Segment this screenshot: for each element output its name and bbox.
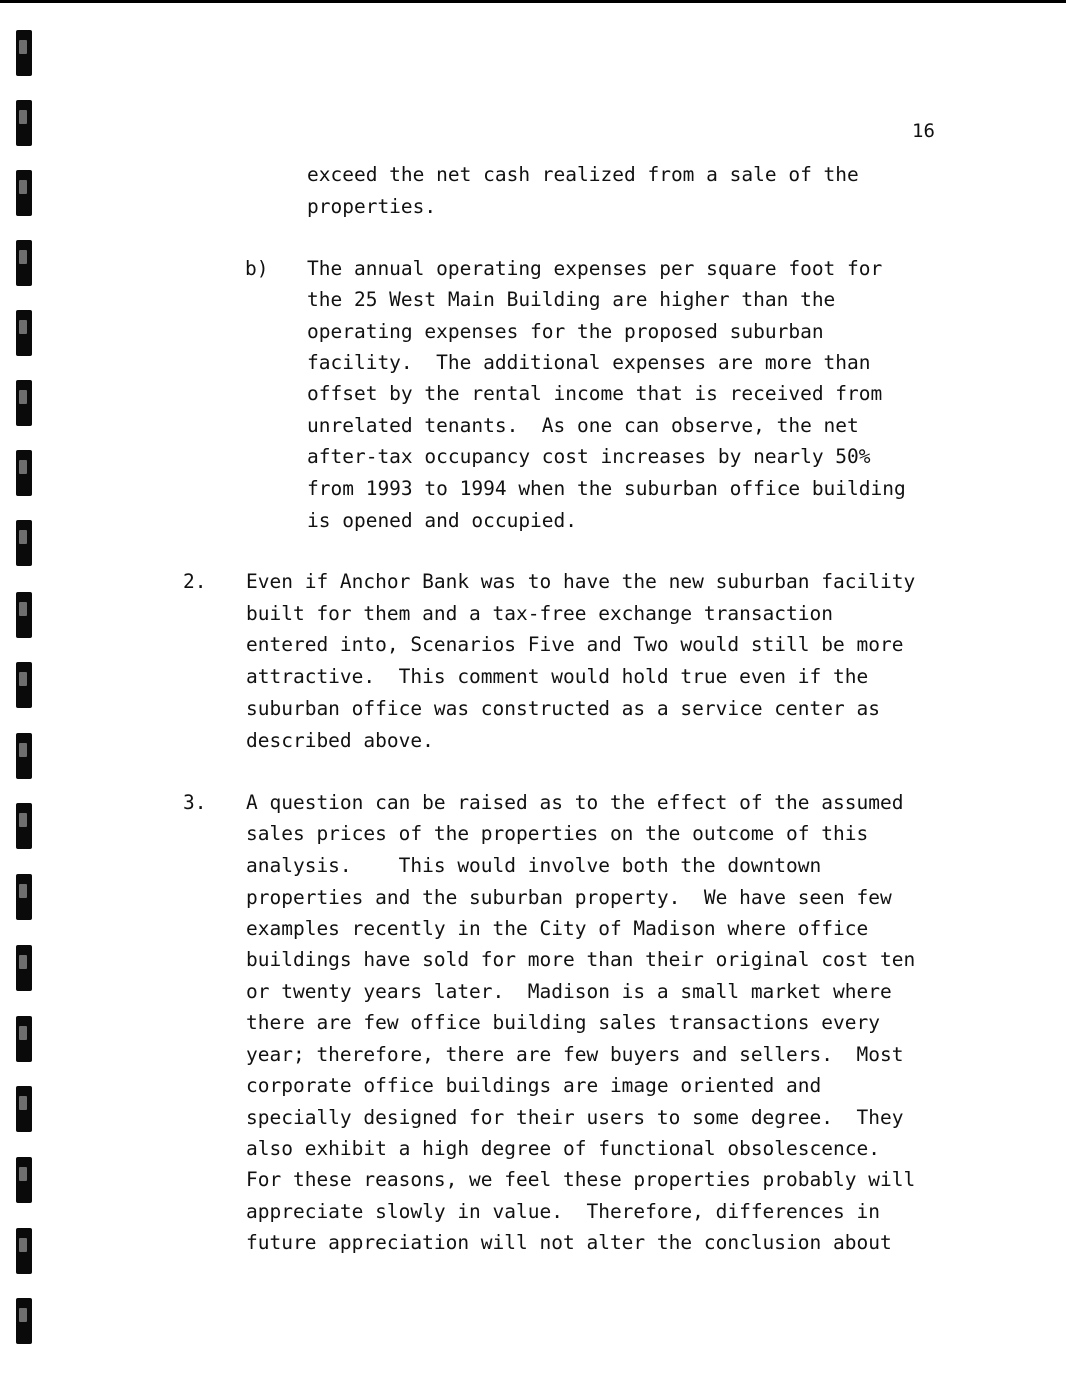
binder-hole: [16, 662, 32, 708]
text-line: analysis. This would involve both the downtown: [246, 854, 822, 877]
binder-hole: [16, 310, 32, 356]
binder-hole: [16, 874, 32, 920]
text-line: specially designed for their users to some degree. They: [246, 1106, 904, 1129]
binder-hole: [16, 100, 32, 146]
text-line: entered into, Scenarios Five and Two would still be more: [246, 633, 904, 656]
text-line: also exhibit a high degree of functional obsolescence.: [246, 1137, 880, 1160]
binder-hole: [16, 1016, 32, 1062]
binder-hole: [16, 520, 32, 566]
binder-hole: [16, 30, 32, 76]
text-line: operating expenses for the proposed suburban: [307, 320, 824, 343]
text-line: examples recently in the City of Madison where office: [246, 917, 869, 940]
text-line: appreciate slowly in value. Therefore, differences in: [246, 1200, 880, 1223]
binder-holes: [0, 0, 40, 1380]
binder-hole: [16, 240, 32, 286]
text-line: after-tax occupancy cost increases by nearly 50%: [307, 445, 871, 468]
text-line: from 1993 to 1994 when the suburban office building: [307, 477, 906, 500]
text-line: built for them and a tax-free exchange transaction: [246, 602, 833, 625]
binder-hole: [16, 1298, 32, 1344]
text-line: properties and the suburban property. We have seen few: [246, 886, 892, 909]
binder-hole: [16, 1228, 32, 1274]
text-line: offset by the rental income that is received from: [307, 382, 883, 405]
text-line: buildings have sold for more than their original cost ten: [246, 948, 916, 971]
text-line: exceed the net cash realized from a sale of the: [307, 163, 859, 186]
text-line: corporate office buildings are image oriented and: [246, 1074, 822, 1097]
text-line: there are few office building sales transactions every: [246, 1011, 880, 1034]
text-line: attractive. This comment would hold true even if the: [246, 665, 869, 688]
binder-hole: [16, 803, 32, 849]
text-line: or twenty years later. Madison is a small market where: [246, 980, 892, 1003]
binder-hole: [16, 733, 32, 779]
item-label: 3.: [183, 791, 207, 814]
text-line: A question can be raised as to the effect of the assumed: [246, 791, 904, 814]
text-line: The annual operating expenses per square foot for: [307, 257, 883, 280]
text-line: facility. The additional expenses are more than: [307, 351, 871, 374]
page-number: 16: [912, 120, 935, 142]
binder-hole: [16, 945, 32, 991]
text-line: suburban office was constructed as a service center as: [246, 697, 880, 720]
binder-hole: [16, 592, 32, 638]
binder-hole: [16, 1157, 32, 1203]
text-line: described above.: [246, 729, 434, 752]
binder-hole: [16, 170, 32, 216]
binder-hole: [16, 380, 32, 426]
text-line: year; therefore, there are few buyers and sellers. Most: [246, 1043, 904, 1066]
text-line: future appreciation will not alter the conclusion about: [246, 1231, 892, 1254]
text-line: unrelated tenants. As one can observe, the net: [307, 414, 859, 437]
item-label: 2.: [183, 570, 207, 593]
text-line: the 25 West Main Building are higher than the: [307, 288, 836, 311]
item-label: b): [245, 257, 269, 280]
text-line: Even if Anchor Bank was to have the new suburban facility: [246, 570, 916, 593]
text-line: sales prices of the properties on the outcome of this: [246, 822, 869, 845]
page-top-edge: [0, 0, 1066, 3]
text-line: For these reasons, we feel these properties probably will: [246, 1168, 916, 1191]
binder-hole: [16, 1086, 32, 1132]
binder-hole: [16, 450, 32, 496]
text-line: is opened and occupied.: [307, 509, 578, 532]
text-line: properties.: [307, 195, 437, 218]
